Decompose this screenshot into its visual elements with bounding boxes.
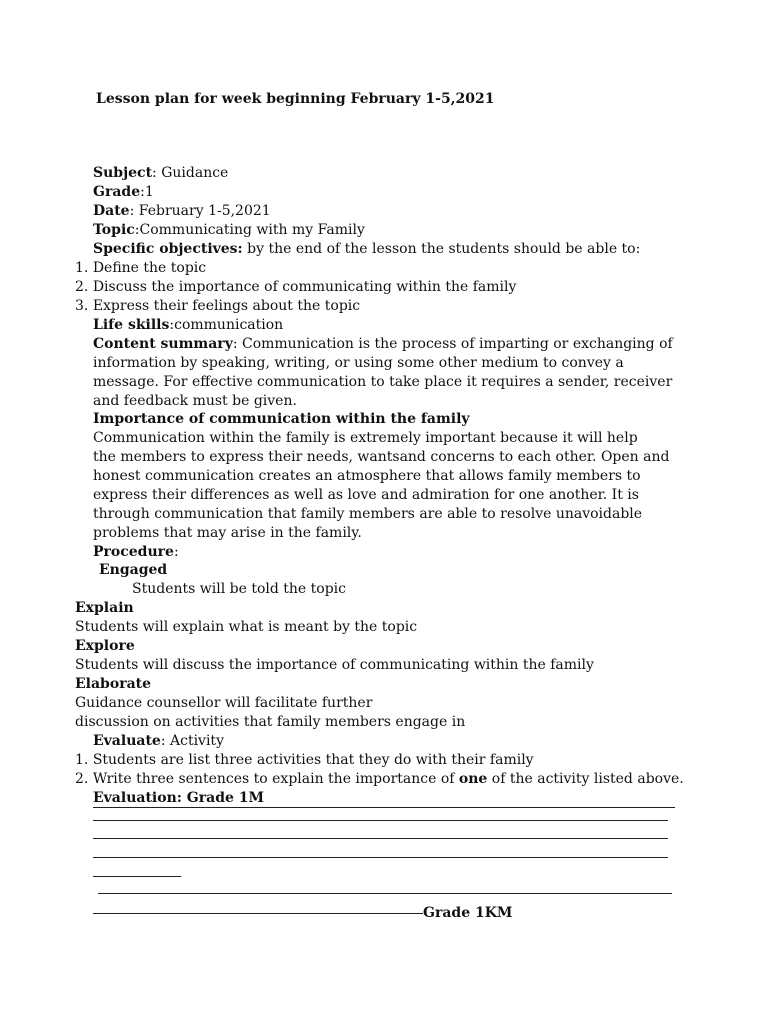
engaged-text: Students will be told the topic: [132, 581, 346, 597]
life-skills-label: Life skills: [93, 317, 170, 333]
objective-text: Define the topic: [92, 260, 207, 276]
evaluate-text: Students are list three activities that they do with their family: [92, 752, 534, 768]
answer-line: [93, 820, 668, 821]
date-value: : February 1-5,2021: [129, 203, 271, 219]
explore-text: Students will discuss the importance of communicating within the family: [75, 657, 594, 673]
objective-num: 2.: [75, 279, 89, 295]
explain-text: Students will explain what is meant by the topic: [75, 619, 418, 635]
objectives-value: by the end of the lesson the students should be able to:: [242, 241, 641, 257]
date-line: [93, 202, 271, 221]
explore-heading: Explore: [75, 638, 135, 654]
content-summary-text: : Communication is the process of imparting or exchanging of: [232, 336, 673, 352]
importance-text: express their differences as well as love and admiration for one another. It is: [93, 487, 639, 503]
importance-text: problems that may arise in the family.: [93, 525, 362, 541]
importance-text: Communication within the family is extremely important because it will help: [93, 430, 638, 446]
grade-line: [93, 183, 154, 202]
answer-line: [93, 876, 181, 877]
evaluate-item: [75, 770, 684, 789]
content-summary-label: Content summary: [93, 336, 233, 352]
importance-heading: Importance of communication within the family: [93, 411, 470, 427]
objective-item: [75, 297, 360, 316]
explain-heading: Explain: [75, 600, 134, 616]
life-skills-value: :communication: [169, 317, 284, 333]
grade-1km-line: [93, 904, 512, 923]
evaluate-emphasis: one: [458, 771, 488, 787]
objectives-line: [93, 240, 640, 259]
elaborate-text: discussion on activities that family members engage in: [75, 714, 466, 730]
evaluate-text: of the activity listed above.: [487, 771, 684, 787]
content-summary-text: and feedback must be given.: [93, 393, 297, 409]
procedure-label: Procedure: [93, 544, 174, 560]
procedure-value: :: [173, 544, 179, 560]
answer-line: [98, 893, 672, 894]
topic-line: [93, 221, 365, 240]
evaluation-heading: Evaluation: Grade 1M: [93, 790, 265, 806]
objective-num: 3.: [75, 298, 89, 314]
topic-label: Topic: [93, 222, 135, 238]
grade-label: Grade: [93, 184, 141, 200]
content-summary-text: information by speaking, writing, or using some other medium to convey a: [93, 355, 624, 371]
objective-item: [75, 278, 516, 297]
evaluate-value: : Activity: [160, 733, 224, 749]
objective-num: 1.: [75, 260, 89, 276]
objective-text: Discuss the importance of communicating within the family: [92, 279, 517, 295]
evaluate-num: 2.: [75, 771, 89, 787]
evaluate-label: Evaluate: [93, 733, 161, 749]
elaborate-text: Guidance counsellor will facilitate further: [75, 695, 373, 711]
importance-text: honest communication creates an atmosphere that allows family members to: [93, 468, 641, 484]
engaged-heading: Engaged: [99, 562, 168, 578]
evaluate-text: Write three sentences to explain the importance of: [92, 771, 459, 787]
answer-line: [93, 857, 668, 858]
answer-line: [93, 913, 423, 914]
evaluate-item: [75, 751, 534, 770]
objective-text: Express their feelings about the topic: [92, 298, 361, 314]
grade-value: :1: [140, 184, 154, 200]
objectives-label: Specific objectives:: [93, 241, 243, 257]
content-summary-text: message. For effective communication to take place it requires a sender, receiver: [93, 374, 673, 390]
grade-1km-label: Grade 1KM: [423, 905, 513, 921]
date-label: Date: [93, 203, 130, 219]
evaluate-num: 1.: [75, 752, 89, 768]
answer-line: [93, 807, 675, 808]
procedure-line: [93, 543, 179, 562]
evaluate-line: [93, 732, 224, 751]
elaborate-heading: Elaborate: [75, 676, 152, 692]
subject-label: Subject: [93, 165, 153, 181]
objective-item: [75, 259, 206, 278]
importance-text: the members to express their needs, wantsand concerns to each other. Open and: [93, 449, 670, 465]
subject-line: [93, 164, 228, 183]
answer-line: [93, 838, 668, 839]
life-skills-line: [93, 316, 283, 335]
importance-text: through communication that family members are able to resolve unavoidable: [93, 506, 643, 522]
subject-value: : Guidance: [152, 165, 229, 181]
topic-value: :Communicating with my Family: [134, 222, 365, 238]
content-summary-line: [93, 335, 673, 354]
document-title: Lesson plan for week beginning February 1-5,2021: [96, 91, 495, 107]
